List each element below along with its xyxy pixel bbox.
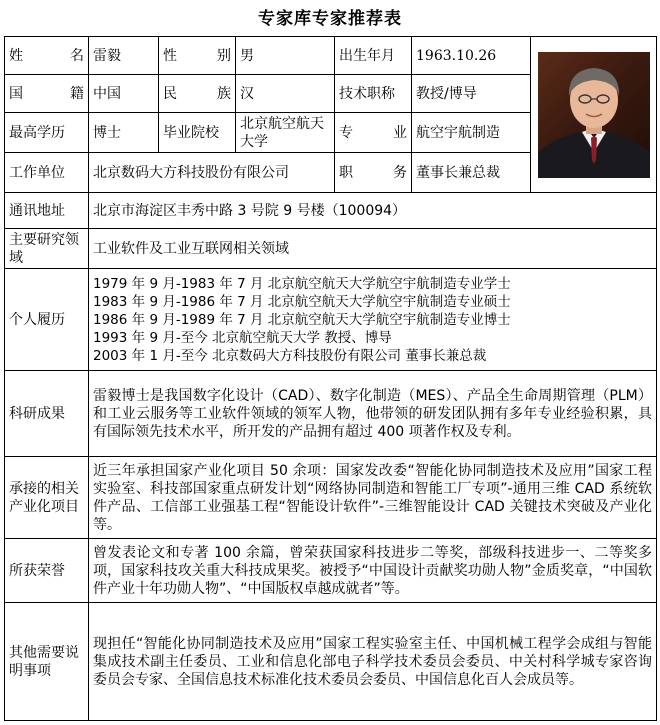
resume-label: 个人履历 [5, 269, 89, 371]
research-value: 工业软件及工业互联网相关领域 [89, 229, 657, 269]
nation-value: 中国 [89, 75, 159, 113]
recommendation-form [4, 36, 657, 721]
nation-label: 国 籍 [5, 75, 89, 113]
techtitle-value: 教授/博导 [412, 75, 531, 113]
resume-line: 1986 年 9 月-1989 年 7 月 北京航空航天大学航空宇航制造专业博士 [93, 311, 511, 328]
position-value: 董事长兼总裁 [412, 153, 531, 193]
honors-value: 曾发表论文和专著 100 余篇，曾荣获国家科技进步二等奖，部级科技进步一、二等奖多项，国家科技攻关重大科技成果奖。被授予“中国设计贡献奖功勋人物”金质奖章，“中国软件产业十年功勋人物”、“中国版权卓越成就者”等。 [89, 539, 657, 603]
degree-value: 博士 [89, 113, 159, 153]
resume-line: 1979 年 9 月-1983 年 7 月 北京航空航天大学航空宇航制造专业学士 [93, 275, 511, 292]
techtitle-label: 技术职称 [335, 75, 412, 113]
projects-value: 近三年承担国家产业化项目 50 余项：国家发改委“智能化协同制造技术及应用”国家工程实验室、科技部国家重点研发计划“网络协同制造和智能工厂专项”-通用三维 CAD 系统软件产品、工信部工业强基工程“智能设计软件”-三维智能设计 CAD 关键技术突破及产业化等。 [89, 457, 657, 539]
resume-line: 1983 年 9 月-1986 年 7 月 北京航空航天大学航空宇航制造专业硕士 [93, 293, 511, 310]
address-value: 北京市海淀区丰秀中路 3 号院 9 号楼（100094） [89, 193, 657, 229]
ethnic-value: 汉 [236, 75, 335, 113]
portrait-photo [538, 52, 650, 178]
portrait-image [538, 52, 650, 178]
achievements-label: 科研成果 [5, 371, 89, 457]
gender-value: 男 [236, 37, 335, 75]
address-label: 通讯地址 [5, 193, 89, 229]
degree-label: 最高学历 [5, 113, 89, 153]
major-label: 专 业 [335, 113, 412, 153]
name-label: 姓 名 [5, 37, 89, 75]
honors-label: 所获荣誉 [5, 539, 89, 603]
birth-value: 1963.10.26 [412, 37, 531, 75]
school-value: 北京航空航天大学 [236, 113, 335, 153]
work-label: 工作单位 [5, 153, 89, 193]
portrait-photo-cell [531, 37, 657, 193]
resume-line: 2003 年 1 月-至今 北京数码大方科技股份有限公司 董事长兼总裁 [93, 347, 487, 364]
gender-label: 性 别 [159, 37, 236, 75]
resume-value [89, 269, 657, 371]
position-label: 职 务 [335, 153, 412, 193]
resume-line: 1993 年 9 月-至今 北京航空航天大学 教授、博导 [93, 329, 392, 346]
name-value: 雷毅 [89, 37, 159, 75]
others-value: 现担任“智能化协同制造技术及应用”国家工程实验室主任、中国机械工程学会成组与智能集成技术副主任委员、工业和信息化部电子科学技术委员会委员、中关村科学城专家咨询委员会专家、全国信息技术标准化技术委员会委员、中国信息化百人会成员等。 [89, 603, 657, 721]
work-value: 北京数码大方科技股份有限公司 [89, 153, 335, 193]
school-label: 毕业院校 [159, 113, 236, 153]
research-label: 主要研究领域 [5, 229, 89, 269]
achievements-value: 雷毅博士是我国数字化设计（CAD）、数字化制造（MES）、产品全生命周期管理（PLM）和工业云服务等工业软件领域的领军人物，他带领的研发团队拥有多年专业经验积累，具有国际领先技术水平，所开发的产品拥有超过 400 项著作权及专利。 [89, 371, 657, 457]
projects-label: 承接的相关产业化项目 [5, 457, 89, 539]
major-value: 航空宇航制造 [412, 113, 531, 153]
form-title: 专家库专家推荐表 [258, 9, 402, 29]
birth-label: 出生年月 [335, 37, 412, 75]
ethnic-label: 民 族 [159, 75, 236, 113]
others-label: 其他需要说明事项 [5, 603, 89, 721]
